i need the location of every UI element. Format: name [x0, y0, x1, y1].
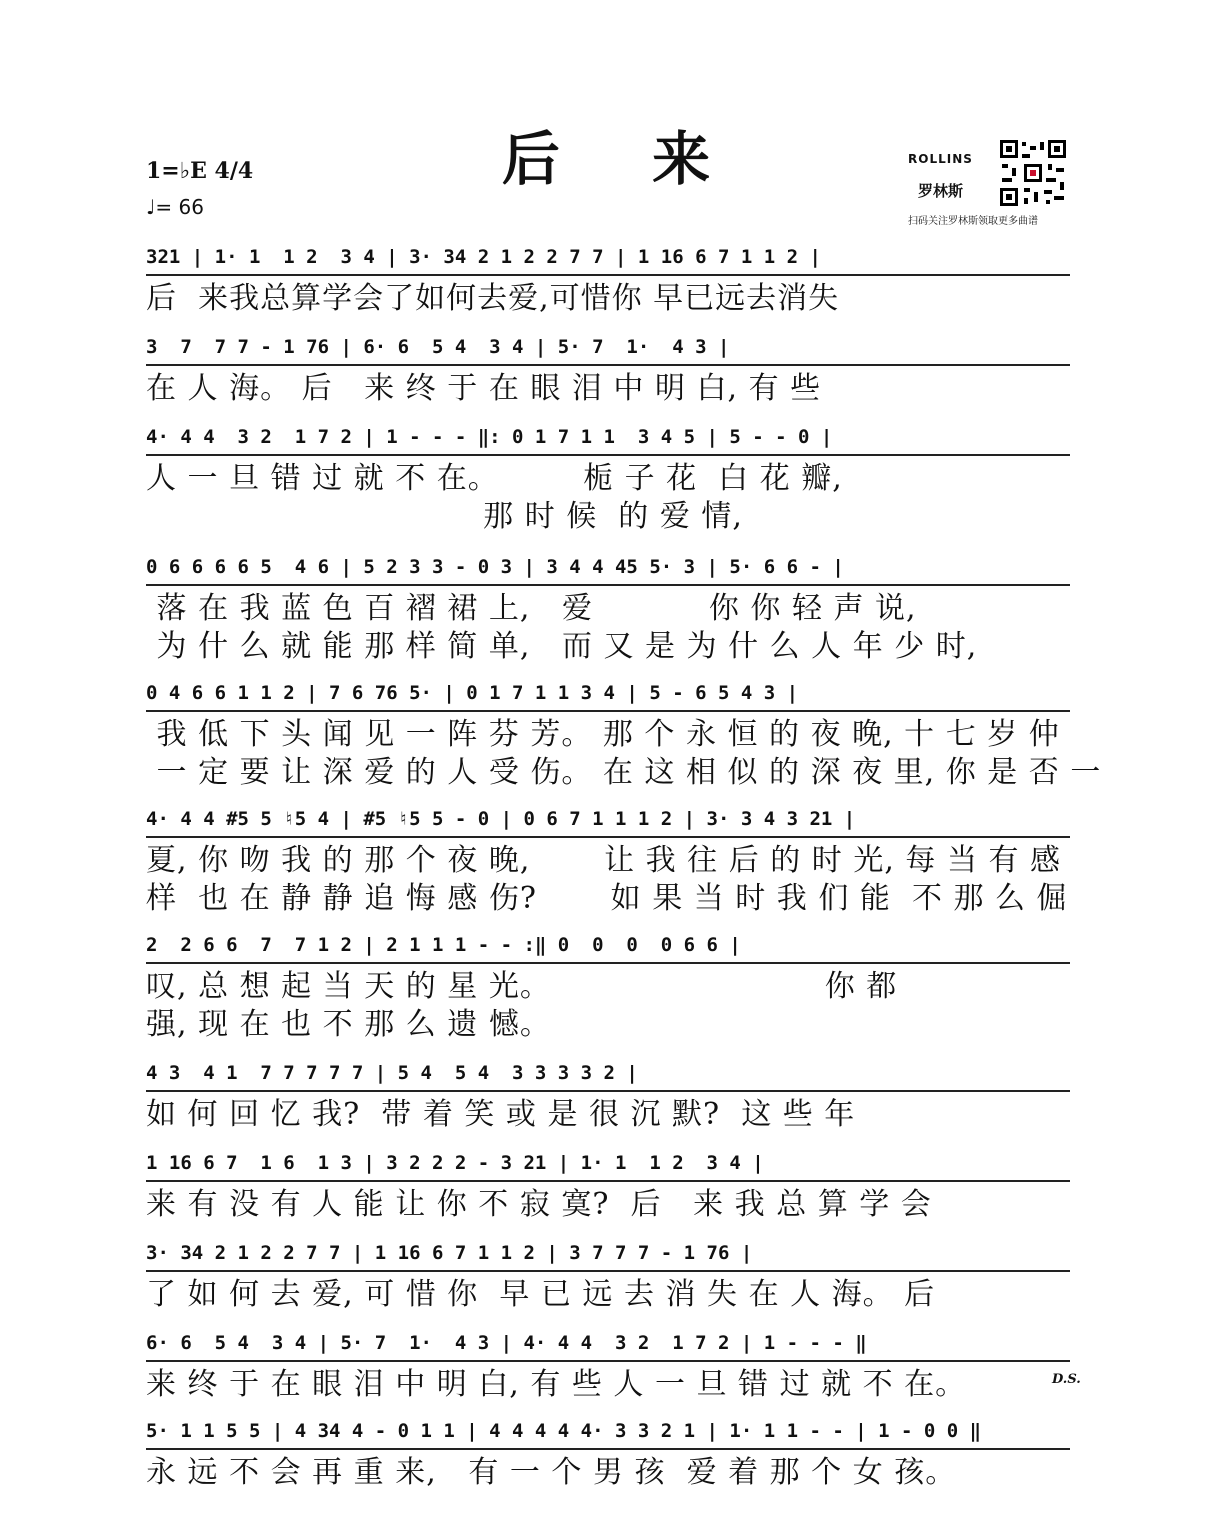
score-system: [146, 1236, 1070, 1310]
tempo-marking: ♩= 66: [146, 195, 204, 219]
lyric-line: 强, 现 在 也 不 那 么 遗 憾。: [146, 1007, 551, 1042]
score-system: [146, 928, 1070, 1040]
score-system: [146, 1326, 1070, 1400]
score-system: [146, 1414, 1070, 1488]
qr-code-icon[interactable]: [998, 138, 1068, 208]
notation-line: 4 3 4 1 7 7 7 7 7 | 5 4 5 4 3 3 3 3 2 |: [146, 1056, 1070, 1092]
score-system: [146, 550, 1070, 662]
score-system: [146, 330, 1070, 404]
lyric-line: 样 也 在 静 静 追 悔 感 伤? 如 果 当 时 我 们 能 不 那 么 倔: [146, 881, 1068, 916]
score-system: [146, 676, 1102, 790]
song-title: 后 来: [501, 125, 747, 193]
ds-mark: D.S.: [1052, 1372, 1081, 1387]
lyric-line: 永 远 不 会 再 重 来, 有 一 个 男 孩 爱 着 那 个 女 孩。: [146, 1455, 957, 1490]
lyric-line: 那 时 候 的 爱 情,: [146, 499, 743, 534]
lyric-line: 人 一 旦 错 过 就 不 在。 栀 子 花 白 花 瓣,: [146, 461, 843, 496]
lyric-line: 来 终 于 在 眼 泪 中 明 白, 有 些 人 一 旦 错 过 就 不 在。: [146, 1367, 967, 1402]
lyric-line: 了 如 何 去 爱, 可 惜 你 早 已 远 去 消 失 在 人 海。 后: [146, 1277, 936, 1312]
brand-caption: 扫码关注罗林斯领取更多曲谱: [908, 216, 1038, 227]
lyric-line: 叹, 总 想 起 当 天 的 星 光。 你 都: [146, 969, 898, 1004]
notation-line: 0 4 6 6 1 1 2 | 7 6 76 5· | 0 1 7 1 1 3 4 | 5 - 6 5 4 3 |: [146, 676, 1070, 712]
notation-line: 3· 34 2 1 2 2 7 7 | 1 16 6 7 1 1 2 | 3 7 7 7 - 1 76 |: [146, 1236, 1070, 1272]
score-system: [146, 802, 1070, 914]
brand-logo: ROLLINS: [908, 152, 973, 166]
lyric-line: 我 低 下 头 闻 见 一 阵 芬 芳。 那 个 永 恒 的 夜 晚, 十 七 岁 仲: [146, 717, 1060, 752]
lyric-line: 在 人 海。 后 来 终 于 在 眼 泪 中 明 白, 有 些: [146, 371, 822, 406]
notation-line: 5· 1 1 5 5 | 4 34 4 - 0 1 1 | 4 4 4 4 4· 3 3 2 1 | 1· 1 1 - - | 1 - 0 0 ‖: [146, 1414, 1070, 1450]
score-system: [146, 1146, 1070, 1220]
key-signature: 1=♭E 4/4: [146, 158, 254, 184]
notation-line: 1 16 6 7 1 6 1 3 | 3 2 2 2 - 3 21 | 1· 1 1 2 3 4 |: [146, 1146, 1070, 1182]
notation-line: 6· 6 5 4 3 4 | 5· 7 1· 4 3 | 4· 4 4 3 2 1 7 2 | 1 - - - ‖: [146, 1326, 1070, 1362]
lyric-line: 为 什 么 就 能 那 样 简 单, 而 又 是 为 什 么 人 年 少 时,: [146, 629, 978, 664]
score-system: [146, 420, 1070, 532]
notation-line: 4· 4 4 3 2 1 7 2 | 1 - - - ‖: 0 1 7 1 1 3 4 5 | 5 - - 0 |: [146, 420, 1070, 456]
brand-name: 罗林斯: [918, 182, 964, 200]
notation-line: 0 6 6 6 6 5 4 6 | 5 2 3 3 - 0 3 | 3 4 4 45 5· 3 | 5· 6 6 - |: [146, 550, 1070, 586]
lyric-line: 如 何 回 忆 我? 带 着 笑 或 是 很 沉 默? 这 些 年: [146, 1097, 856, 1132]
score-system: [146, 240, 1070, 314]
lyric-line: 来 有 没 有 人 能 让 你 不 寂 寞? 后 来 我 总 算 学 会: [146, 1187, 932, 1222]
notation-line: 3 7 7 7 - 1 76 | 6· 6 5 4 3 4 | 5· 7 1· 4 3 |: [146, 330, 1070, 366]
notation-line: 4· 4 4 #5 5 ♮5 4 | #5 ♮5 5 - 0 | 0 6 7 1 1 1 2 | 3· 3 4 3 21 |: [146, 802, 1070, 838]
brand-block: [908, 138, 1073, 228]
score-system: [146, 1056, 1070, 1130]
notation-line: 321 | 1· 1 1 2 3 4 | 3· 34 2 1 2 2 7 7 | 1 16 6 7 1 1 2 |: [146, 240, 1070, 276]
notation-line: 2 2 6 6 7 7 1 2 | 2 1 1 1 - - :‖ 0 0 0 0 6 6 |: [146, 928, 1070, 964]
lyric-line: 夏, 你 吻 我 的 那 个 夜 晚, 让 我 往 后 的 时 光, 每 当 有 感: [146, 843, 1062, 878]
lyric-line: 后 来我总算学会了如何去爱,可惜你 早已远去消失: [146, 281, 840, 316]
lyric-line: 落 在 我 蓝 色 百 褶 裙 上, 爱 你 你 轻 声 说,: [146, 591, 917, 626]
lyric-line: 一 定 要 让 深 爱 的 人 受 伤。 在 这 相 似 的 深 夜 里, 你 是 否 一: [146, 755, 1102, 790]
